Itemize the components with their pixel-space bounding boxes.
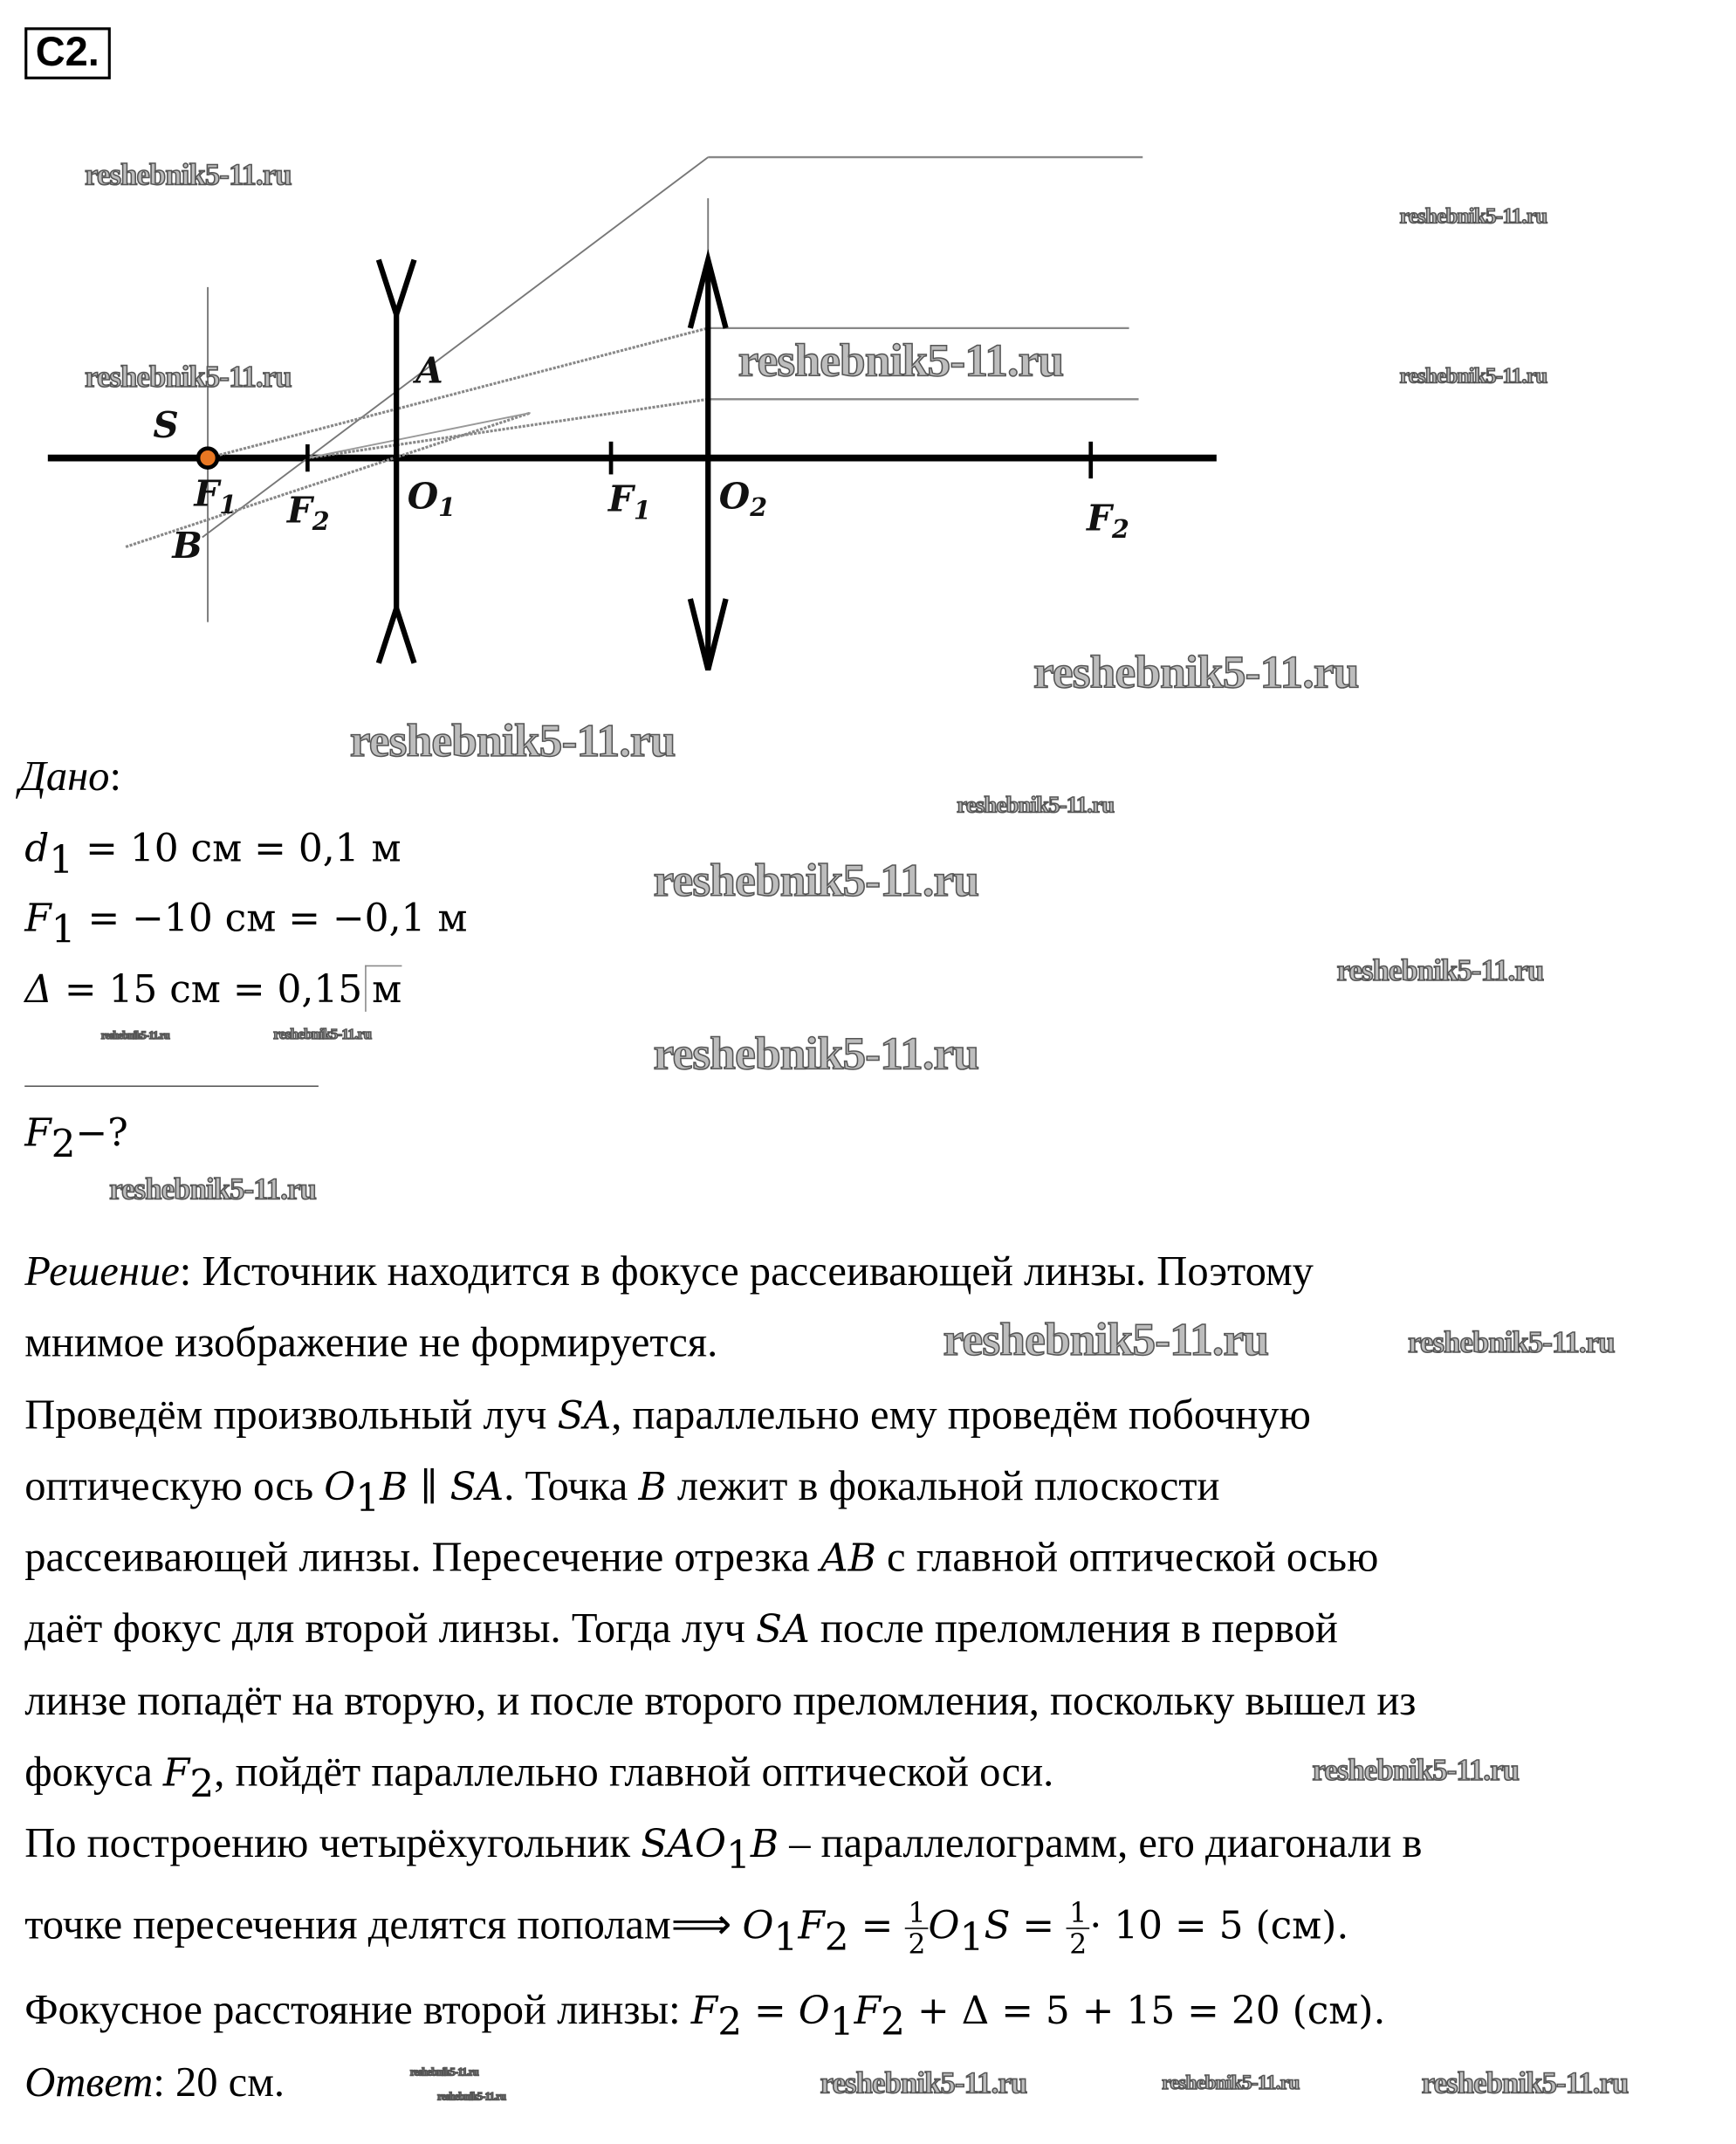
text: S — [984, 1903, 1011, 1948]
text: линзе попадёт на вторую, и после второго преломления, поскольку вышел из — [24, 1676, 1417, 1724]
text: 2 — [881, 1999, 906, 2044]
given-d1 — [24, 821, 401, 883]
text: 1 — [51, 906, 76, 952]
text: F — [854, 1988, 882, 2033]
watermark: reshebnik5-11.ru — [820, 2065, 1027, 2100]
given-divider — [24, 1085, 319, 1087]
watermark: reshebnik5-11.ru — [1408, 1324, 1615, 1359]
solution-line-1 — [24, 1244, 1314, 1299]
watermark: reshebnik5-11.ru — [1162, 2072, 1300, 2095]
text: SA — [557, 1392, 612, 1439]
text: 2 — [312, 507, 330, 537]
text: F — [1087, 498, 1112, 540]
element — [48, 157, 1217, 670]
watermark: reshebnik5-11.ru — [957, 791, 1115, 818]
text: 1 — [438, 494, 456, 523]
watermark: reshebnik5-11.ru — [273, 1027, 372, 1043]
text: после преломления в первой — [809, 1604, 1338, 1652]
given-delta — [24, 961, 401, 1017]
watermark: reshebnik5-11.ru — [943, 1315, 1269, 1366]
text: O — [324, 1464, 356, 1509]
text: 2 — [51, 1121, 76, 1167]
text: , параллельно ему проведём побочную — [611, 1390, 1311, 1439]
text: . Точка — [504, 1461, 639, 1509]
text: F — [194, 474, 220, 516]
text: O — [407, 477, 439, 519]
text: 2 — [1069, 1928, 1088, 1962]
watermark: reshebnik5-11.ru — [1336, 952, 1544, 987]
text: = — [848, 1903, 906, 1948]
watermark: reshebnik5-11.ru — [85, 359, 292, 395]
text: = 10 см = 0,1 м — [73, 825, 401, 871]
solution-line-10 — [24, 1898, 1348, 1960]
text: B — [750, 1821, 779, 1866]
solution-line-3 — [24, 1388, 1311, 1444]
label-o2 — [718, 477, 768, 523]
solution-line-2 — [24, 1316, 717, 1371]
text: 1 — [633, 497, 651, 526]
converging-lens — [690, 260, 726, 670]
element — [379, 260, 415, 315]
text: = −10 см = −0,1 м — [75, 895, 468, 941]
ray-f2-b — [307, 413, 530, 458]
text: = — [742, 1988, 799, 2033]
fraction-half — [905, 1896, 928, 1962]
text: 2 — [1111, 516, 1129, 546]
text: F — [24, 1110, 51, 1156]
text: 2 — [717, 1999, 743, 2044]
text: 1 — [355, 1475, 381, 1522]
label-f1-right — [607, 479, 651, 526]
text: 1 — [905, 1898, 928, 1929]
watermark: reshebnik5-11.ru — [109, 1172, 316, 1206]
solution-line-11 — [24, 1983, 1386, 2044]
label-f2-left — [286, 491, 330, 537]
text: Решение — [24, 1247, 180, 1295]
solution-line-8 — [24, 1744, 1054, 1807]
label-o1 — [407, 477, 456, 523]
label-f1-left — [194, 474, 237, 520]
text: F — [798, 1903, 825, 1948]
optics-diagram — [0, 137, 1258, 697]
watermark: reshebnik5-11.ru — [100, 1029, 170, 1042]
ray-from-f2 — [307, 399, 708, 457]
text: – параллелограмм, его диагонали в — [779, 1818, 1423, 1866]
text: F — [286, 491, 312, 533]
text: 1 — [959, 1914, 985, 1960]
watermark: reshebnik5-11.ru — [1421, 2065, 1629, 2100]
source-point-s — [198, 449, 217, 468]
text: даёт фокус для второй линзы. Тогда луч — [24, 1604, 757, 1652]
label-s: S — [153, 406, 179, 448]
task-label: C2. — [24, 27, 110, 79]
solution-line-5 — [24, 1529, 1378, 1585]
text: рассеивающей линзы. Пересечение отрезка — [24, 1532, 820, 1581]
text: Ответ — [24, 2057, 154, 2106]
solution-line-6 — [24, 1601, 1338, 1657]
given-heading: Дано: — [18, 752, 121, 801]
text: F — [607, 479, 634, 521]
text: : 20 см. — [153, 2057, 285, 2106]
text: фокуса — [24, 1747, 163, 1796]
text: 1 — [1067, 1898, 1089, 1929]
find-f2 — [24, 1104, 128, 1167]
text: B ∥ SA — [380, 1464, 504, 1509]
watermark: reshebnik5-11.ru — [1399, 204, 1547, 229]
text: F — [690, 1988, 718, 2033]
watermark: reshebnik5-11.ru — [738, 336, 1064, 388]
watermark: reshebnik5-11.ru — [653, 856, 979, 907]
text: Фокусное расстояние второй линзы: — [24, 1984, 691, 2033]
solution-line-7 — [24, 1673, 1416, 1728]
text: , пойдёт параллельно главной оптической оси. — [214, 1747, 1054, 1796]
text: F — [24, 895, 51, 941]
text: SAO — [641, 1821, 726, 1866]
given-f1 — [24, 890, 468, 952]
text: 2 — [824, 1914, 849, 1960]
text: точке пересечения делятся пополам⟹ — [24, 1900, 743, 1948]
text: · 10 = 5 (см). — [1089, 1903, 1349, 1948]
text: 2 — [189, 1761, 215, 1807]
label-f2-right — [1087, 498, 1129, 546]
text: F — [162, 1749, 190, 1796]
text: лежит в фокальной плоскости — [666, 1461, 1220, 1509]
text: с главной оптической осью — [875, 1532, 1379, 1581]
solution-line-4 — [24, 1459, 1220, 1522]
text: O — [928, 1903, 960, 1948]
solution-line-9 — [24, 1816, 1423, 1878]
text: Δ — [24, 966, 52, 1012]
watermark: reshebnik5-11.ru — [437, 2090, 506, 2103]
watermark: reshebnik5-11.ru — [1399, 365, 1547, 388]
text: O — [742, 1903, 774, 1948]
text: + Δ = 5 + 15 = 20 (см). — [905, 1988, 1386, 2033]
text: SA — [756, 1606, 810, 1652]
text: d — [24, 825, 50, 871]
text: По построению четырёхугольник — [24, 1818, 642, 1866]
text: AB — [820, 1535, 876, 1581]
watermark: reshebnik5-11.ru — [1312, 1752, 1520, 1787]
text: 1 — [829, 1999, 854, 2044]
text: −? — [75, 1110, 128, 1156]
text: O — [718, 477, 751, 519]
element — [379, 608, 415, 663]
watermark: reshebnik5-11.ru — [1033, 648, 1359, 699]
text: = 15 см = 0,15 — [51, 966, 363, 1012]
text: оптическую ось — [24, 1461, 325, 1509]
text: 1 — [773, 1914, 799, 1960]
label-b: B — [172, 526, 202, 567]
text: B — [638, 1464, 667, 1509]
text: : Источник находится в фокусе рассеивающей линзы. Поэтому — [179, 1247, 1314, 1295]
watermark: reshebnik5-11.ru — [653, 1029, 979, 1081]
text: 2 — [750, 494, 768, 523]
label-a: A — [415, 351, 443, 393]
watermark: reshebnik5-11.ru — [349, 716, 676, 767]
text: 1 — [49, 837, 74, 883]
text: 1 — [725, 1832, 751, 1878]
text: O — [798, 1988, 830, 2033]
text: Проведём произвольный луч — [24, 1390, 558, 1439]
text: 1 — [219, 491, 237, 520]
text: м — [365, 965, 401, 1012]
text: мнимое изображение не формируется. — [24, 1317, 718, 1366]
watermark: reshebnik5-11.ru — [85, 157, 292, 192]
answer-line — [24, 2055, 285, 2110]
fraction-half — [1067, 1896, 1089, 1962]
text: 2 — [908, 1928, 926, 1962]
text: = — [1010, 1903, 1067, 1948]
text: Дано — [18, 752, 110, 801]
watermark: reshebnik5-11.ru — [409, 2065, 478, 2079]
